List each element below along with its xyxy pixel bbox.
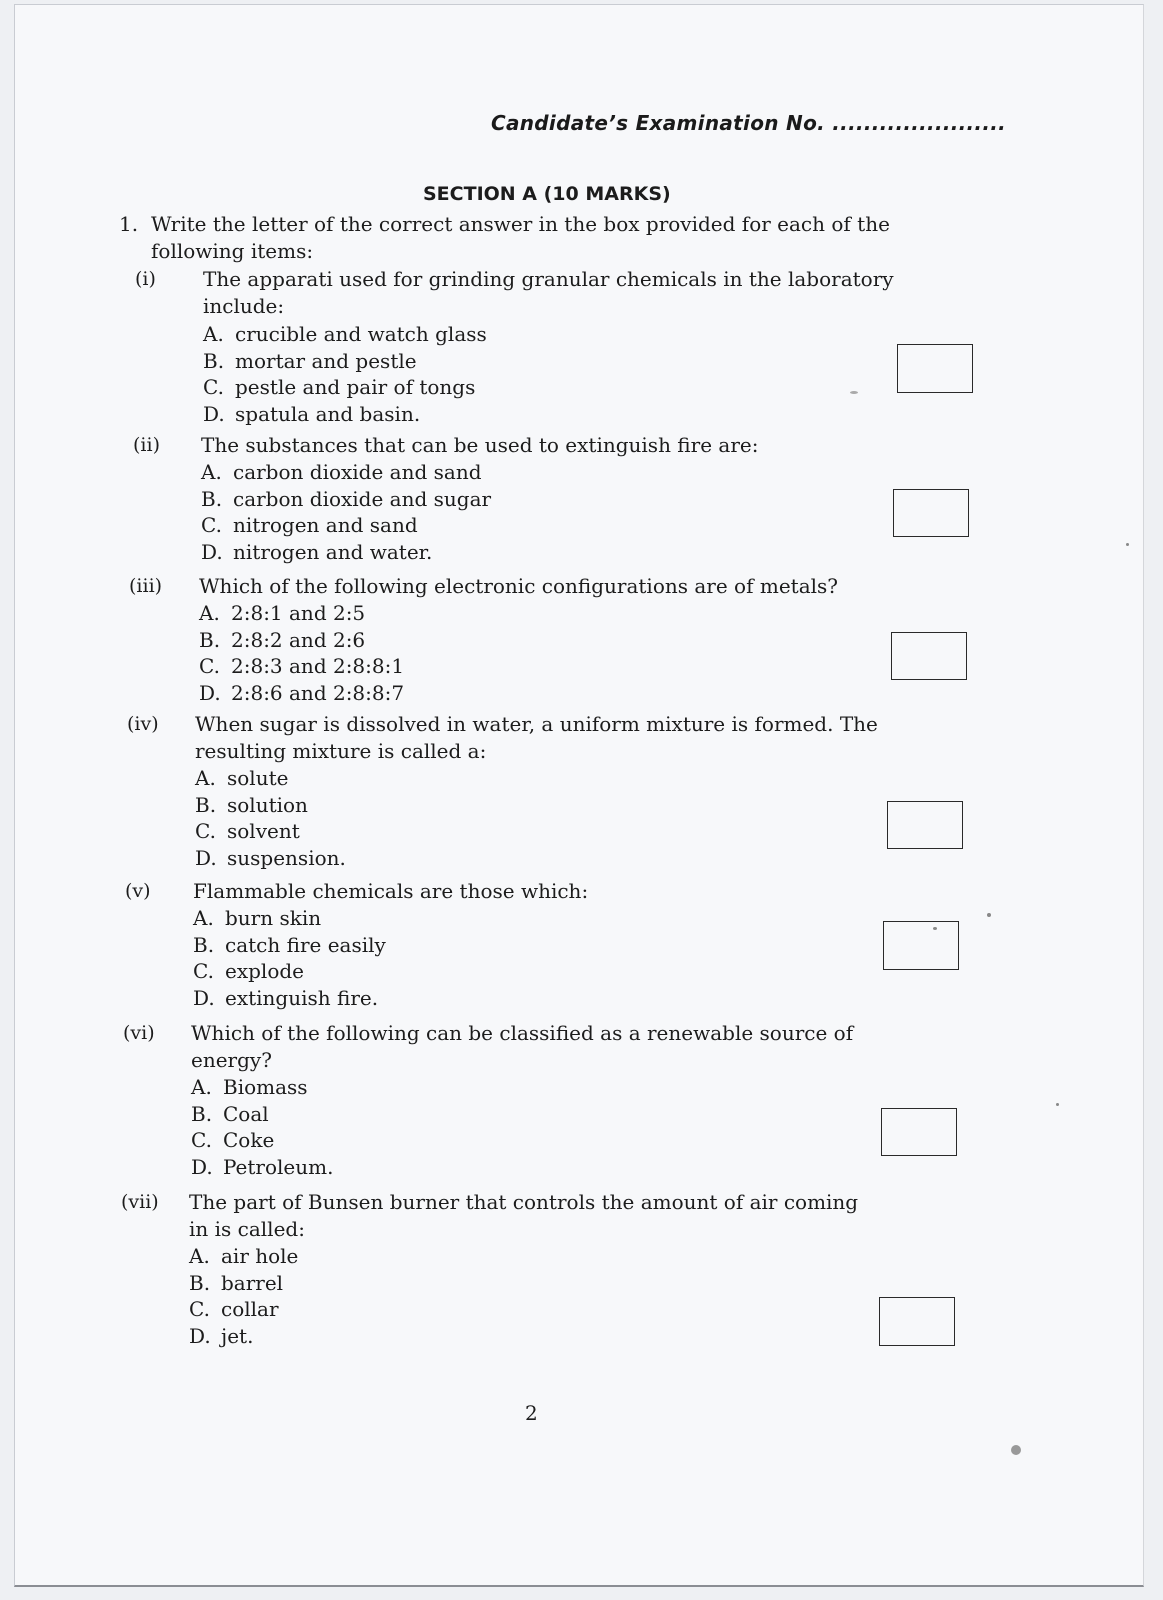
item-stem: The substances that can be used to extinguish fire are:: [201, 433, 759, 457]
option-c: [191, 1127, 333, 1154]
option-letter: B.: [199, 627, 221, 652]
option-d: [195, 845, 346, 872]
option-d: [201, 539, 491, 566]
item-number: (i): [135, 268, 156, 290]
option-text: explode: [225, 959, 304, 983]
option-text: carbon dioxide and sand: [233, 460, 482, 484]
option-text: crucible and watch glass: [235, 322, 487, 346]
option-c: [201, 512, 491, 539]
option-text: carbon dioxide and sugar: [233, 486, 492, 511]
options-list: [189, 1243, 298, 1349]
candidate-exam-number-label: Candidate’s Examination No. ......................: [491, 111, 1007, 135]
option-letter: C.: [193, 959, 214, 983]
option-d: [189, 1323, 298, 1350]
question-instruction: Write the letter of the correct answer in the box provided for each of the following items:: [151, 212, 890, 263]
answer-box-vi[interactable]: [881, 1108, 957, 1156]
option-c: [203, 374, 487, 401]
option-b: [199, 627, 404, 654]
option-text: 2:8:1 and 2:5: [231, 601, 366, 625]
option-text: burn skin: [225, 906, 322, 930]
option-b: [201, 486, 491, 513]
item-number: (vii): [121, 1191, 159, 1213]
option-a: [199, 600, 404, 627]
option-text: extinguish fire.: [225, 985, 379, 1010]
option-letter: B.: [195, 792, 217, 817]
option-c: [195, 818, 346, 845]
option-text: spatula and basin.: [235, 401, 421, 426]
item-stem: The part of Bunsen burner that controls the amount of air coming in is called:: [189, 1190, 859, 1241]
option-text: Biomass: [223, 1075, 308, 1099]
item-stem: Flammable chemicals are those which:: [193, 879, 589, 903]
option-letter: A.: [189, 1244, 210, 1268]
option-letter: D.: [203, 401, 225, 426]
item-number: (ii): [133, 434, 160, 456]
option-a: [189, 1243, 298, 1270]
option-letter: D.: [199, 680, 221, 705]
option-letter: A.: [191, 1075, 212, 1099]
option-text: solute: [227, 766, 289, 790]
option-text: solution: [227, 792, 308, 817]
option-c: [199, 653, 404, 680]
option-letter: D.: [189, 1323, 211, 1348]
item-stem: When sugar is dissolved in water, a uniform mixture is formed. The resulting mixture is called a:: [195, 712, 878, 763]
scan-speck: [987, 913, 991, 917]
option-c: [189, 1296, 298, 1323]
option-letter: B.: [189, 1270, 211, 1295]
option-text: solvent: [227, 819, 300, 843]
option-letter: D.: [191, 1154, 213, 1179]
options-list: [201, 459, 491, 565]
item-number: (iii): [129, 575, 163, 597]
option-letter: B.: [203, 348, 225, 373]
item-number: (v): [125, 880, 151, 902]
option-letter: C.: [201, 513, 222, 537]
option-d: [199, 680, 404, 707]
question-number: 1.: [119, 212, 139, 236]
option-c: [193, 958, 386, 985]
option-letter: C.: [199, 654, 220, 678]
exam-page: [14, 4, 1144, 1587]
option-b: [195, 792, 346, 819]
scan-speck: [850, 391, 858, 394]
options-list: [195, 765, 346, 871]
option-text: 2:8:3 and 2:8:8:1: [231, 654, 405, 678]
page-number: 2: [525, 1401, 538, 1425]
option-letter: C.: [191, 1128, 212, 1152]
option-text: nitrogen and sand: [233, 513, 418, 537]
option-d: [203, 401, 487, 428]
option-text: jet.: [221, 1323, 254, 1348]
option-a: [193, 905, 386, 932]
option-letter: A.: [201, 460, 222, 484]
option-letter: C.: [195, 819, 216, 843]
option-b: [189, 1270, 298, 1297]
answer-box-i[interactable]: [897, 344, 973, 393]
option-a: [203, 321, 487, 348]
option-text: nitrogen and water.: [233, 539, 433, 564]
option-d: [191, 1154, 333, 1181]
item-number: (iv): [127, 713, 159, 735]
option-letter: C.: [203, 375, 224, 399]
option-text: 2:8:2 and 2:6: [231, 627, 366, 652]
scan-speck: [1126, 543, 1129, 546]
option-b: [203, 348, 487, 375]
answer-box-iii[interactable]: [891, 632, 967, 680]
scan-speck: [933, 927, 937, 930]
option-letter: A.: [195, 766, 216, 790]
option-letter: B.: [201, 486, 223, 511]
option-text: barrel: [221, 1270, 284, 1295]
option-b: [191, 1101, 333, 1128]
item-stem: Which of the following electronic configurations are of metals?: [199, 574, 838, 598]
options-list: [199, 600, 404, 706]
option-letter: C.: [189, 1297, 210, 1321]
option-letter: A.: [203, 322, 224, 346]
option-a: [191, 1074, 333, 1101]
item-number: (vi): [123, 1022, 155, 1044]
section-title: SECTION A (10 MARKS): [423, 183, 671, 205]
option-text: Petroleum.: [223, 1154, 334, 1179]
option-letter: D.: [201, 539, 223, 564]
item-stem: The apparati used for grinding granular chemicals in the laboratory include:: [203, 267, 894, 318]
option-a: [195, 765, 346, 792]
option-a: [201, 459, 491, 486]
option-text: mortar and pestle: [235, 348, 417, 373]
option-text: Coal: [223, 1101, 269, 1126]
option-letter: D.: [193, 985, 215, 1010]
question-1: [119, 211, 969, 265]
answer-box-v[interactable]: [883, 921, 959, 970]
options-list: [193, 905, 386, 1011]
answer-box-vii[interactable]: [879, 1297, 955, 1346]
option-letter: B.: [191, 1101, 213, 1126]
option-letter: A.: [199, 601, 220, 625]
option-text: suspension.: [227, 845, 346, 870]
scan-speck: [1011, 1445, 1021, 1455]
option-text: air hole: [221, 1244, 299, 1268]
options-list: [191, 1074, 333, 1180]
option-letter: B.: [193, 932, 215, 957]
option-text: 2:8:6 and 2:8:8:7: [231, 680, 405, 705]
answer-box-ii[interactable]: [893, 489, 969, 537]
options-list: [203, 321, 487, 427]
item-stem: Which of the following can be classified as a renewable source of energy?: [191, 1021, 854, 1072]
option-text: catch fire easily: [225, 932, 386, 957]
option-text: collar: [221, 1297, 279, 1321]
option-text: pestle and pair of tongs: [235, 375, 476, 399]
option-b: [193, 932, 386, 959]
scan-speck: [1056, 1103, 1059, 1106]
option-d: [193, 985, 386, 1012]
option-text: Coke: [223, 1128, 275, 1152]
answer-box-iv[interactable]: [887, 801, 963, 849]
option-letter: A.: [193, 906, 214, 930]
option-letter: D.: [195, 845, 217, 870]
